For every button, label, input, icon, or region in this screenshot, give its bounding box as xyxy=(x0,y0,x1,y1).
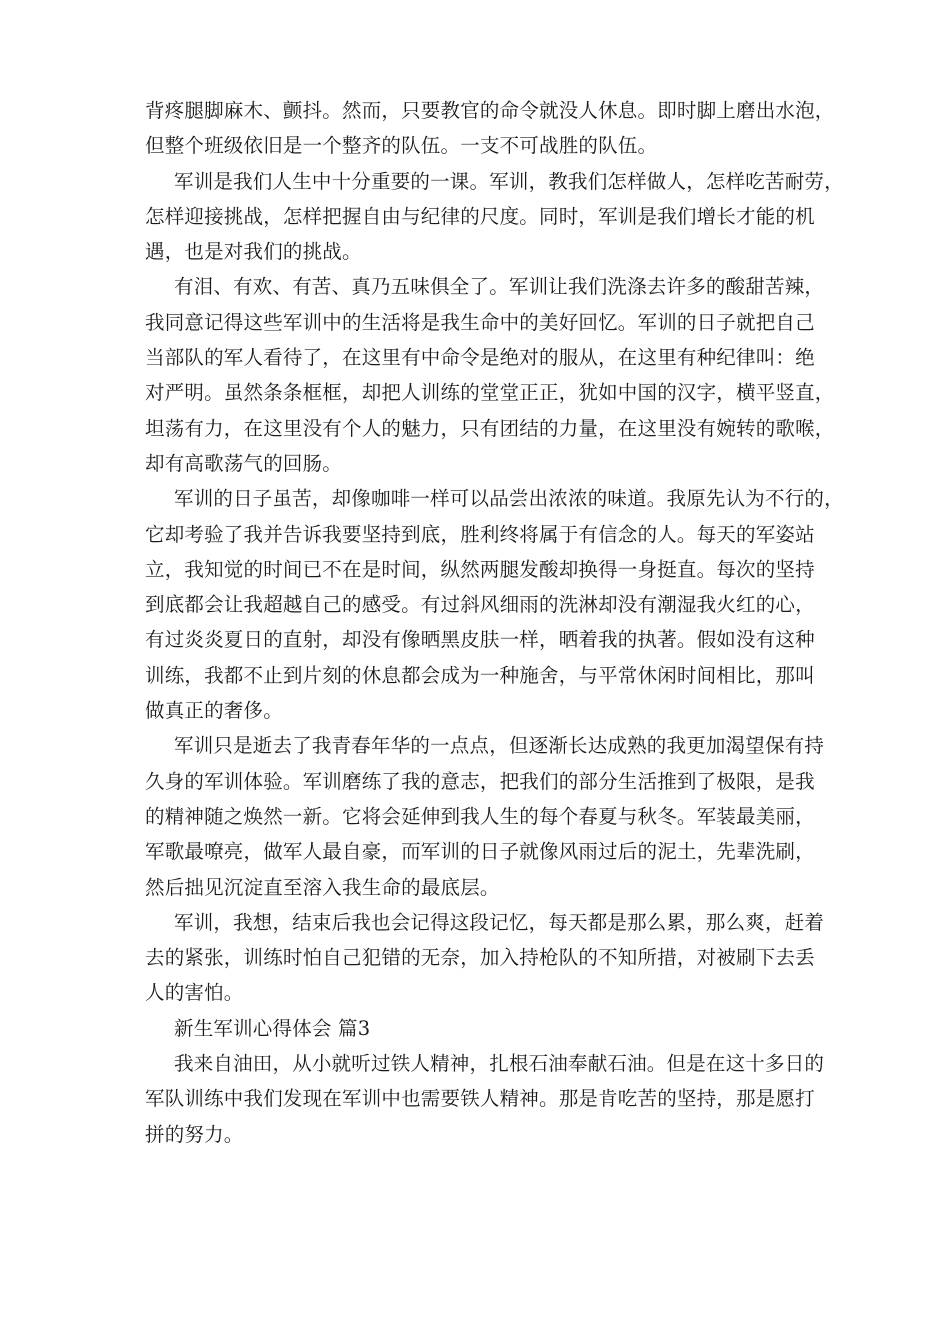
text-line: 人的害怕。 xyxy=(145,981,244,1005)
text-line: 军训的日子虽苦，却像咖啡一样可以品尝出浓浓的味道。我原先认为不行的， xyxy=(174,487,844,511)
text-line: 我同意记得这些军训中的生活将是我生命中的美好回忆。军训的日子就把自己 xyxy=(145,310,815,334)
text-line: 的精神随之焕然一新。它将会延伸到我人生的每个春夏与秋冬。军装最美丽， xyxy=(145,804,815,828)
text-line: 军训是我们人生中十分重要的一课。军训，教我们怎样做人，怎样吃苦耐劳， xyxy=(174,169,844,193)
text-line: 去的紧张，训练时怕自己犯错的无奈，加入持枪队的不知所措，对被刷下去丢 xyxy=(145,946,815,970)
text-line: 对严明。虽然条条框框，却把人训练的堂堂正正，犹如中国的汉字，横平竖直， xyxy=(145,381,835,405)
text-line: 军歌最嘹亮，做军人最自豪，而军训的日子就像风雨过后的泥土，先辈洗刷， xyxy=(145,840,815,864)
text-line: 我来自油田，从小就听过铁人精神，扎根石油奉献石油。但是在这十多日的 xyxy=(174,1052,825,1076)
text-line: 坦荡有力，在这里没有个人的魅力，只有团结的力量，在这里没有婉转的歌喉， xyxy=(145,416,835,440)
text-line: 却有高歌荡气的回肠。 xyxy=(145,451,343,475)
text-line: 到底都会让我超越自己的感受。有过斜风细雨的洗淋却没有潮湿我火红的心， xyxy=(145,593,815,617)
text-line: 有过炎炎夏日的直射，却没有像晒黑皮肤一样，晒着我的执著。假如没有这种 xyxy=(145,628,815,652)
document-page xyxy=(145,93,844,1152)
text-line: 拼的努力。 xyxy=(145,1122,244,1146)
text-line: 但整个班级依旧是一个整齐的队伍。一支不可战胜的队伍。 xyxy=(145,134,658,158)
text-line: 背疼腿脚麻木、颤抖。然而，只要教官的命令就没人休息。即时脚上磨出水泡， xyxy=(145,99,835,122)
text-line: 军训只是逝去了我青春年华的一点点，但逐渐长达成熟的我更加渴望保有持 xyxy=(174,734,825,758)
text-line: 然后拙见沉淀直至溶入我生命的最底层。 xyxy=(145,875,500,899)
text-line: 做真正的奢侈。 xyxy=(145,699,283,723)
text-line: 立，我知觉的时间已不在是时间，纵然两腿发酸却换得一身挺直。每次的坚持 xyxy=(145,557,815,581)
text-line: 它却考验了我并告诉我要坚持到底，胜利终将属于有信念的人。每天的军姿站 xyxy=(145,522,815,546)
section-heading: 新生军训心得体会 篇3 xyxy=(174,1016,371,1040)
text-line: 军训，我想，结束后我也会记得这段记忆，每天都是那么累，那么爽，赶着 xyxy=(174,910,825,934)
text-line: 有泪、有欢、有苦、真乃五味俱全了。军训让我们洗涤去许多的酸甜苦辣， xyxy=(174,275,825,299)
text-line: 怎样迎接挑战，怎样把握自由与纪律的尺度。同时，军训是我们增长才能的机 xyxy=(145,204,815,228)
text-line: 训练，我都不止到片刻的休息都会成为一种施舍，与平常休闲时间相比，那叫 xyxy=(145,663,815,687)
text-line: 遇，也是对我们的挑战。 xyxy=(145,240,362,264)
text-line: 久身的军训体验。军训磨练了我的意志，把我们的部分生活推到了极限，是我 xyxy=(145,769,815,793)
text-line: 军队训练中我们发现在军训中也需要铁人精神。那是肯吃苦的坚持，那是愿打 xyxy=(145,1087,815,1111)
text-line: 当部队的军人看待了，在这里有中命令是绝对的服从，在这里有种纪律叫：绝 xyxy=(145,346,815,370)
